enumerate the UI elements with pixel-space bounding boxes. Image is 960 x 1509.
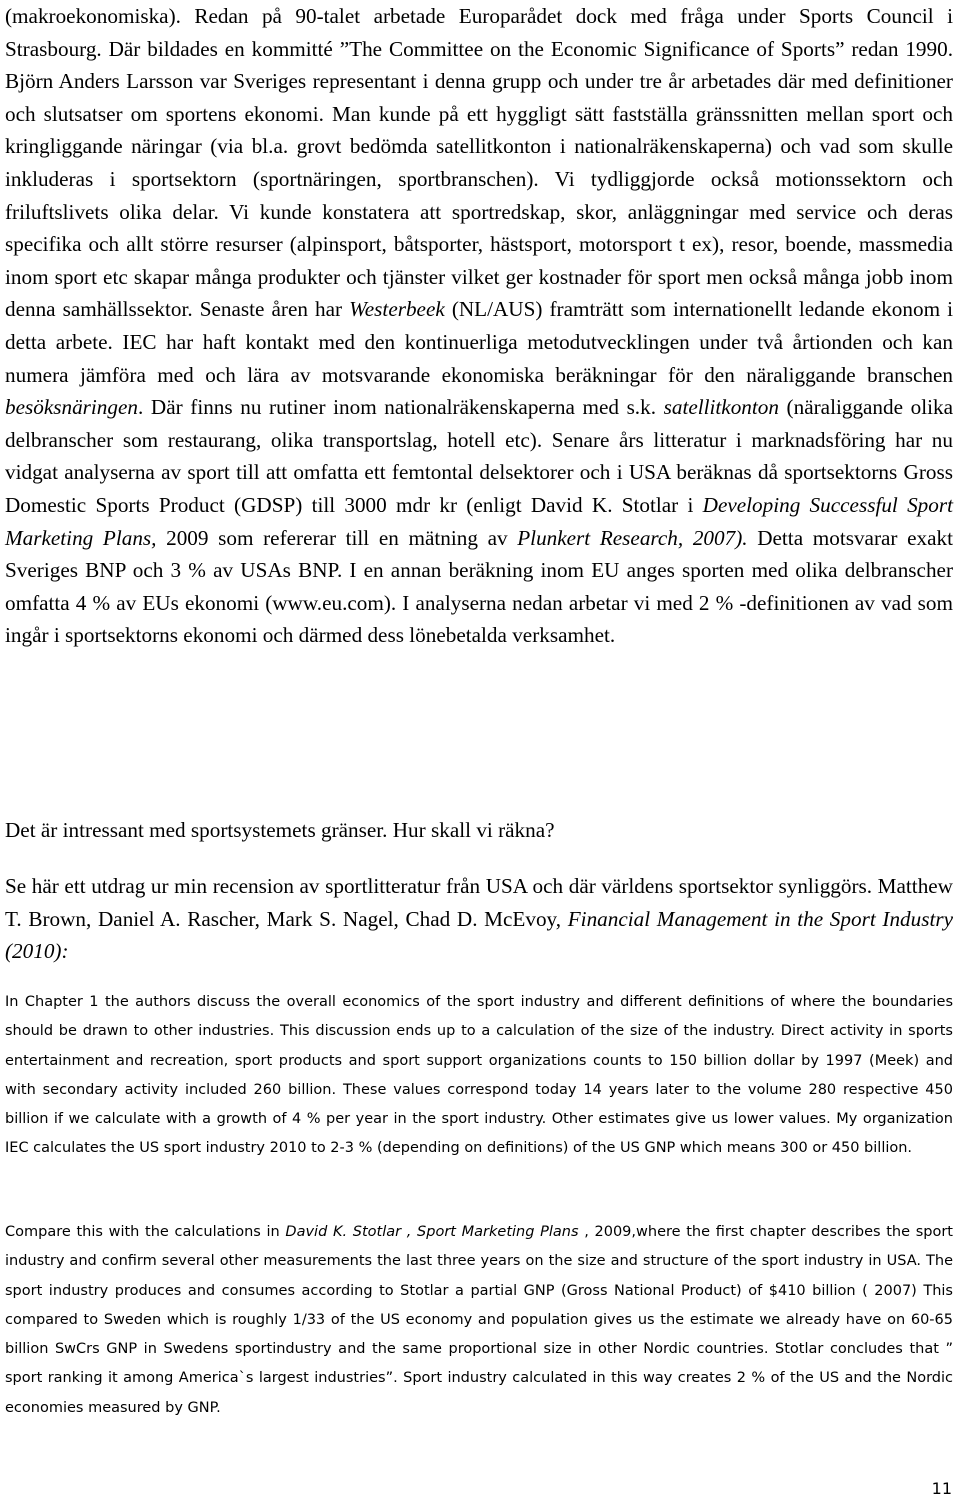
italic-source-plunkert: Plunkert Research, 2007). — [517, 525, 748, 550]
italic-citation-stotlar: David K. Stotlar , Sport Marketing Plans — [285, 1224, 579, 1240]
italic-term-satellitkonton: satellitkonton — [663, 395, 779, 420]
text-run: (NL/AUS) framträtt som internationellt ledande ekonom i detta arbete. IEC har haft kontakt med den kontinuerliga metodutvecklingen under två årtionden och kan numera jämföra med och lära av motsvarande ekonomiska beräkningar för den näraliggande branschen — [5, 297, 953, 387]
italic-book-title: Developing Successful Sport Marketing Plans, — [5, 492, 953, 550]
text-run: , 2009,where the first chapter describes the sport industry and confirm several other measurements the last three years on the size and structure of the sport industry in USA. The sport industry produces and consumes according to Stotlar a partial GNP (Gross National Product) of $410 billion ( 2007) This compared to Sweden which is roughly 1/33 of the US economy and population gives us the estimate we already have on 60-65 billion SwCrs GNP in Swedens sportindustry and the same proportional size in other Nordic countries. Stotlar concludes that ” sport ranking it among America`s largest industries”. Sport industry calculated in this way creates 2 % of the US and the Nordic economies measured by GNP. — [5, 1224, 953, 1416]
italic-book-title: Financial Management in the Sport Industry (2010): — [5, 906, 954, 964]
text-run: Compare this with the calculations in — [5, 1224, 286, 1240]
body-paragraph-review-intro — [0, 870, 960, 968]
quoted-paragraph-stotlar-comparison — [0, 1218, 960, 1423]
italic-name-westerbeek: Westerbeek — [349, 297, 445, 322]
text-run: . Där finns nu rutiner inom nationalräkenskaperna med s.k. — [138, 395, 664, 420]
text-run: (makroekonomiska). Redan på 90-talet arbetade Europarådet dock med fråga under Sports Council i Strasbourg. Där bildades en kommitté ”The Committee on the Economic Significance of Sports” redan 1990. Björn Anders Larsson var Sveriges representant i denna grupp och under tre år arbetades där med definitioner och slutsatser om sportens ekonomi. Man kunde på ett hyggligt sätt fastställa gränssnitten mellan sport och kringliggande näringar (via bl.a. grovt bedömda satellitkonton i nationalräkenskaperna) och vad som skulle inkluderas i sportsektorn (sportnäringen, sportbranschen). Vi tydliggjorde också motionssektorn och friluftslivets olika delar. Vi kunde konstatera att sportredskap, skor, anläggningar med service och deras specifika och allt större resurser (alpinsport, båtsporter, hästsport, motorsport t ex), resor, boende, massmedia inom sport etc skapar många produkter och tjänster vilket ger kostnader för sport men också många jobb inom denna samhällssektor. Senaste åren har — [5, 4, 953, 322]
text-run: 2009 som refererar till en mätning av — [156, 525, 518, 550]
text-run: Se här ett utdrag ur min recension av sportlitteratur från USA och där världens sportsektor synliggörs. Matthew T. Brown, Daniel A. Rascher, Mark S. Nagel, Chad D. McEvoy, — [5, 874, 953, 931]
text-run: Detta motsvarar exakt Sveriges BNP och 3 % av USAs BNP. I en annan beräkning inom EU anges sporten med olika delbranscher omfatta 4 % av EUs ekonomi (www.eu.com). I analyserna nedan arbetar vi med 2 % -definitionen av vad som ingår i sportsektorns ekonomi och därmed dess lönebetalda verksamhet. — [5, 525, 953, 648]
italic-term-besoksnaringen: besöksnäringen — [5, 395, 138, 420]
body-paragraph-question: Det är intressant med sportsystemets gränser. Hur skall vi räkna? — [5, 818, 555, 842]
page-number: 11 — [931, 1479, 952, 1498]
text-run: (näraliggande olika delbranscher som restaurang, olika transportslag, hotell etc). Senare års litteratur i marknadsföring har nu vidgat analyserna av sport till att omfatta ett femtontal delsektorer och i USA beräknas då sportsektorns Gross Domestic Sports Product (GDSP) till 3000 mdr kr (enligt David K. Stotlar i — [5, 395, 953, 517]
body-paragraph-economic-significance — [0, 0, 960, 652]
quoted-paragraph-chapter-1: In Chapter 1 the authors discuss the overall economics of the sport industry and different definitions of where the boundaries should be drawn to other industries. This discussion ends up to a calculation of the size of the industry. Direct activity in sports entertainment and recreation, sport products and sport support organizations counts to 150 billion dollar by 1997 (Meek) and with secondary activity included 260 billion. These values correspond today 14 years later to the volume 280 respective 450 billion if we calculate with a growth of 4 % per year in the sport industry. Other estimates give us lower values. My organization IEC calculates the US sport industry 2010 to 2-3 % (depending on definitions) of the US GNP which means 300 or 450 billion. — [5, 994, 953, 1157]
